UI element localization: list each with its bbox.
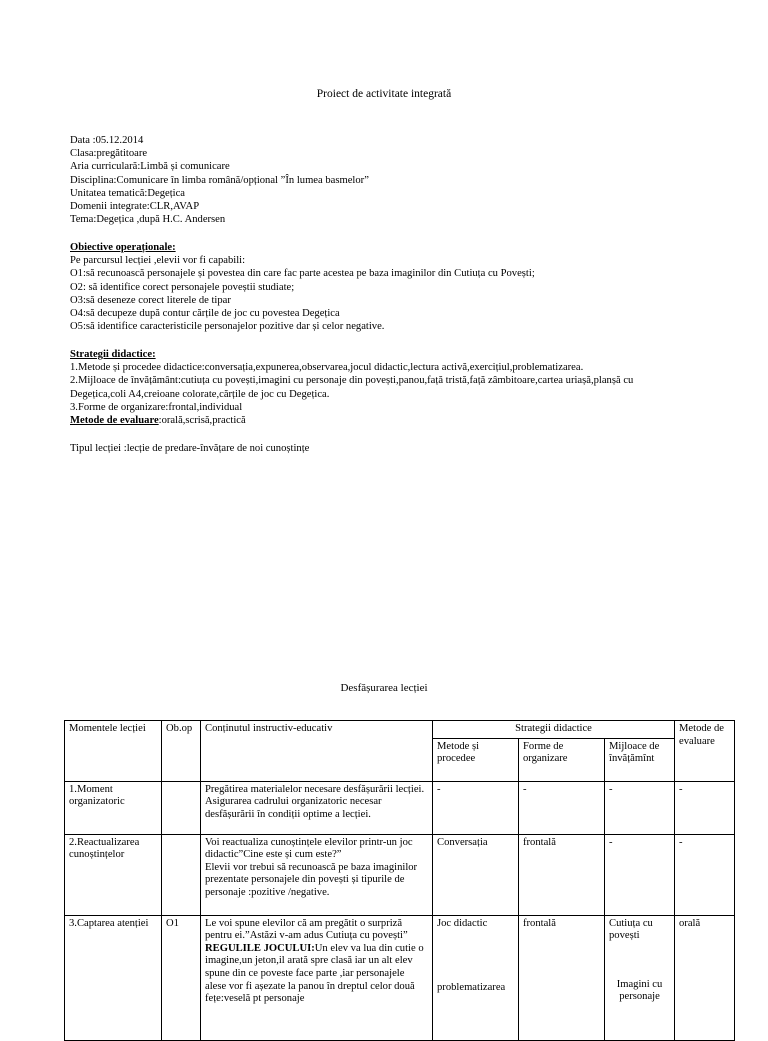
row-content-line: Elevii vor trebui să recunoască pe baza imaginilor prezentate personajele din povești și tipurile de personaje :pozitive /negative. bbox=[205, 861, 418, 898]
objective-item: O1:să recunoască personajele și povestea din care fac parte acestea pe baza imaginilor din Cutiuța cu Povești; bbox=[70, 268, 535, 280]
header-methods: Metode și procedee bbox=[433, 738, 519, 781]
row-moment: 2.Reactualizarea cunoștințelor bbox=[65, 834, 162, 915]
table-row bbox=[65, 834, 735, 915]
objective-item: O3:să deseneze corect literele de tipar bbox=[70, 294, 231, 306]
evaluation-value: :orală,scrisă,practică bbox=[158, 415, 246, 427]
document-title: Proiect de activitate integrată bbox=[316, 88, 452, 100]
general-info bbox=[70, 134, 730, 226]
row-means: - bbox=[605, 781, 675, 834]
info-date: Data :05.12.2014 bbox=[70, 135, 144, 146]
row-means bbox=[605, 915, 675, 1040]
header-forms: Forme de organizare bbox=[519, 738, 605, 781]
row-content-line: Pregătirea materialelor necesare desfășurării lecției. bbox=[205, 783, 425, 795]
table-row bbox=[65, 781, 735, 834]
header-strategies: Strategii didactice bbox=[433, 721, 675, 739]
row-forms: - bbox=[519, 781, 605, 834]
rules-label: REGULILE JOCULUI: bbox=[205, 942, 315, 954]
header-evaluation: Metode de evaluare bbox=[675, 721, 735, 782]
row-evaluation: - bbox=[675, 834, 735, 915]
row-methods-line: Joc didactic bbox=[437, 917, 488, 929]
row-content bbox=[201, 834, 433, 915]
header-moments: Momentele lecției bbox=[65, 721, 162, 782]
table-row bbox=[65, 915, 735, 1040]
row-methods bbox=[433, 915, 519, 1040]
lesson-table bbox=[64, 720, 735, 1041]
info-thematic-unit: Unitatea tematică:Degețica bbox=[70, 187, 185, 199]
evaluation-methods-line bbox=[70, 414, 730, 427]
row-forms: frontală bbox=[519, 915, 605, 1040]
row-content bbox=[201, 781, 433, 834]
objectives-intro: Pe parcursul lecției ,elevii vor fi capabili: bbox=[70, 255, 246, 267]
row-means: - bbox=[605, 834, 675, 915]
row-methods: - bbox=[433, 781, 519, 834]
row-evaluation: orală bbox=[675, 915, 735, 1040]
row-evaluation: - bbox=[675, 781, 735, 834]
header-obop: Ob.op bbox=[162, 721, 201, 782]
objectives-heading: Obiective operaționale: bbox=[70, 242, 176, 253]
row-content-line: Voi reactualiza cunoștințele elevilor printr-un joc didactic”Cine este și cum este?” bbox=[205, 836, 413, 861]
row-means-line: Cutiuța cu povești bbox=[609, 917, 653, 942]
strategy-line: Degețica,coli A4,creioane colorate,cărțile de joc cu Degețica. bbox=[70, 388, 330, 400]
info-theme: Tema:Degețica ,după H.C. Andersen bbox=[70, 214, 226, 226]
info-class: Clasa:pregătitoare bbox=[70, 148, 148, 160]
row-obop bbox=[162, 781, 201, 834]
info-discipline: Disciplina:Comunicare în limba română/opțional ”În lumea basmelor” bbox=[70, 174, 369, 186]
row-obop: O1 bbox=[162, 915, 201, 1040]
lesson-type bbox=[70, 442, 730, 455]
lesson-type-text: Tipul lecției :lecție de predare-învățare de noi cunoștințe bbox=[70, 443, 310, 454]
strategy-line: 2.Mijloace de învățământ:cutiuța cu povești,imagini cu personaje din povești,panou,față tristă,față zâmbitoare,cartea uriașă,planșă cu bbox=[70, 375, 634, 387]
row-means-line: Imagini cu personaje bbox=[616, 978, 663, 1003]
header-content: Conținutul instructiv-educativ bbox=[201, 721, 433, 782]
objective-item: O2: să identifice corect personajele poveștii studiate; bbox=[70, 281, 295, 293]
row-content-rules bbox=[205, 943, 428, 1006]
rules-text: Un elev va lua din cutie o imagine,un jeton,il arată spre clasă iar un alt elev spune din ce poveste face parte ,iar personajele alese vor fi așezate la panou în dreptul celor două fețe:veselă pt personaje bbox=[205, 942, 424, 1005]
objective-item: O5:să identifice caracteristicile personajelor pozitive dar și celor negative. bbox=[70, 321, 385, 333]
table-header-row bbox=[65, 721, 735, 739]
evaluation-label: Metode de evaluare bbox=[70, 415, 159, 427]
row-methods: Conversația bbox=[433, 834, 519, 915]
row-obop bbox=[162, 834, 201, 915]
row-forms: frontală bbox=[519, 834, 605, 915]
row-moment: 3.Captarea atenției bbox=[65, 915, 162, 1040]
row-moment: 1.Moment organizatoric bbox=[65, 781, 162, 834]
objective-item: O4:să decupeze după contur cărțile de joc cu povestea Degețica bbox=[70, 308, 340, 320]
header-means: Mijloace de învățămînt bbox=[605, 738, 675, 781]
strategies-section bbox=[70, 348, 730, 427]
row-content bbox=[201, 915, 433, 1040]
strategies-heading: Strategii didactice: bbox=[70, 349, 156, 360]
strategy-line: 3.Forme de organizare:frontal,individual bbox=[70, 401, 243, 413]
strategy-line: 1.Metode și procedee didactice:conversația,expunerea,observarea,jocul didactic,lectura activă,exercițiul,problematizarea. bbox=[70, 362, 584, 374]
row-content-line: Le voi spune elevilor că am pregătit o surpriză pentru ei.”Astăzi v-am adus Cutiuța cu povești” bbox=[205, 917, 408, 942]
unfolding-title: Desfășurarea lecției bbox=[340, 682, 428, 694]
info-curricular-area: Aria curriculară:Limbă și comunicare bbox=[70, 161, 230, 173]
objectives-section bbox=[70, 241, 730, 333]
row-content-line: Asigurarea cadrului organizatoric necesar desfășurării în condiții optime a lecției. bbox=[205, 796, 382, 820]
info-integrated-domains: Domenii integrate:CLR,AVAP bbox=[70, 201, 200, 213]
row-methods-line: problematizarea bbox=[437, 982, 506, 994]
